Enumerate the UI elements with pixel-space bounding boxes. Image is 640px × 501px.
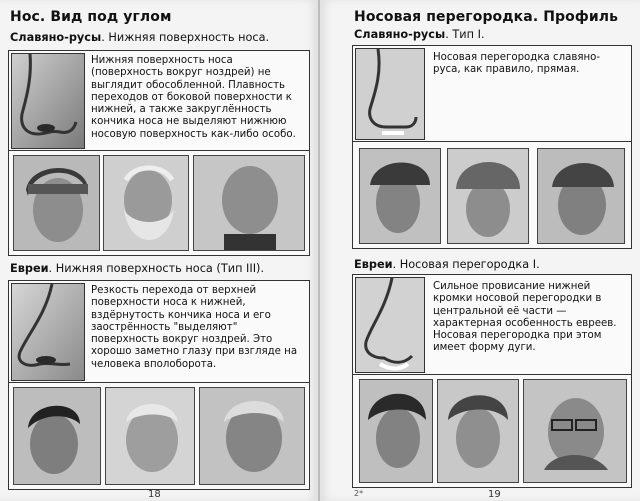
septum-photo-jewish [355,277,425,373]
left-page-number: 18 [148,489,161,500]
portrait-photo-bald-man [193,155,305,251]
nose-photo-slav [11,53,85,149]
profile-photo-man-in-fur-hat [447,148,529,244]
profile-photo-wavy-haired-man [437,379,519,483]
right-section2-panel [352,274,632,376]
portrait-photo-young-man [13,387,101,485]
right-section1-text: Носовая перегородка славяно-руса, как правило, прямая. [433,52,601,76]
left-section2-caption-text: . Нижняя поверхность носа (Тип III). [48,262,265,275]
profile-photo-man-with-glasses [523,379,627,483]
right-page [320,0,640,501]
left-page [0,0,318,501]
portrait-photo-light-haired-man [105,387,195,485]
right-section2-group: Евреи [354,258,393,271]
right-page-number: 19 [488,489,501,500]
right-section1-group: Славяно-русы [354,28,446,41]
left-section1-panel [8,50,310,152]
right-page-title: Носовая перегородка. Профиль [354,9,619,25]
left-section1-group: Славяно-русы [10,31,102,44]
left-section2-caption [10,262,264,275]
nose-photo-jewish [11,283,85,381]
left-section1-text: Нижняя поверхность носа (поверхность вокруг ноздрей) не выглядит обособленной. Плавность переходов от боковой поверхности к нижней, а также закруглённость кончика носа не выделяют нижнюю носовую поверхность как-либо особо. [91,55,296,140]
portrait-photo-bearded-man [103,155,189,251]
right-section2-caption-text: . Носовая перегородка I. [392,258,540,271]
printer-signature-mark: 2* [354,489,364,498]
portrait-photo-hockey-player [13,155,100,251]
portrait-photo-older-man [199,387,305,485]
left-section2-text: Резкость перехода от верхней поверхности носа к нижней, вздёрнутость кончика носа и его заострённость "выделяют" поверхность вокруг ноздрей. Это хорошо заметно глазу при взгляде на человека вполоборота. [91,285,298,370]
profile-photo-curly-haired-man [359,379,433,483]
left-section2-photos [8,382,310,490]
left-section1-caption-text: . Нижняя поверхность носа. [101,31,270,44]
profile-photo-hockey-player-1 [359,148,441,244]
left-section1-caption [10,31,269,44]
left-section2-panel [8,280,310,384]
right-section2-caption [354,258,540,271]
left-section2-group: Евреи [10,262,49,275]
right-section1-photos [352,141,632,249]
septum-photo-slav [355,48,425,140]
right-section2-photos [352,374,632,488]
right-section1-caption [354,28,485,41]
right-section1-caption-text: . Тип I. [445,28,485,41]
left-page-title: Нос. Вид под углом [10,9,172,25]
right-section2-text: Сильное провисание нижней кромки носовой перегородки в центральной её части — характерная особенность евреев. Носовая перегородка при этом имеет форму дуги. [433,281,617,354]
profile-photo-hockey-player-2 [537,148,625,244]
left-section1-photos [8,150,310,256]
right-section1-panel [352,45,632,143]
